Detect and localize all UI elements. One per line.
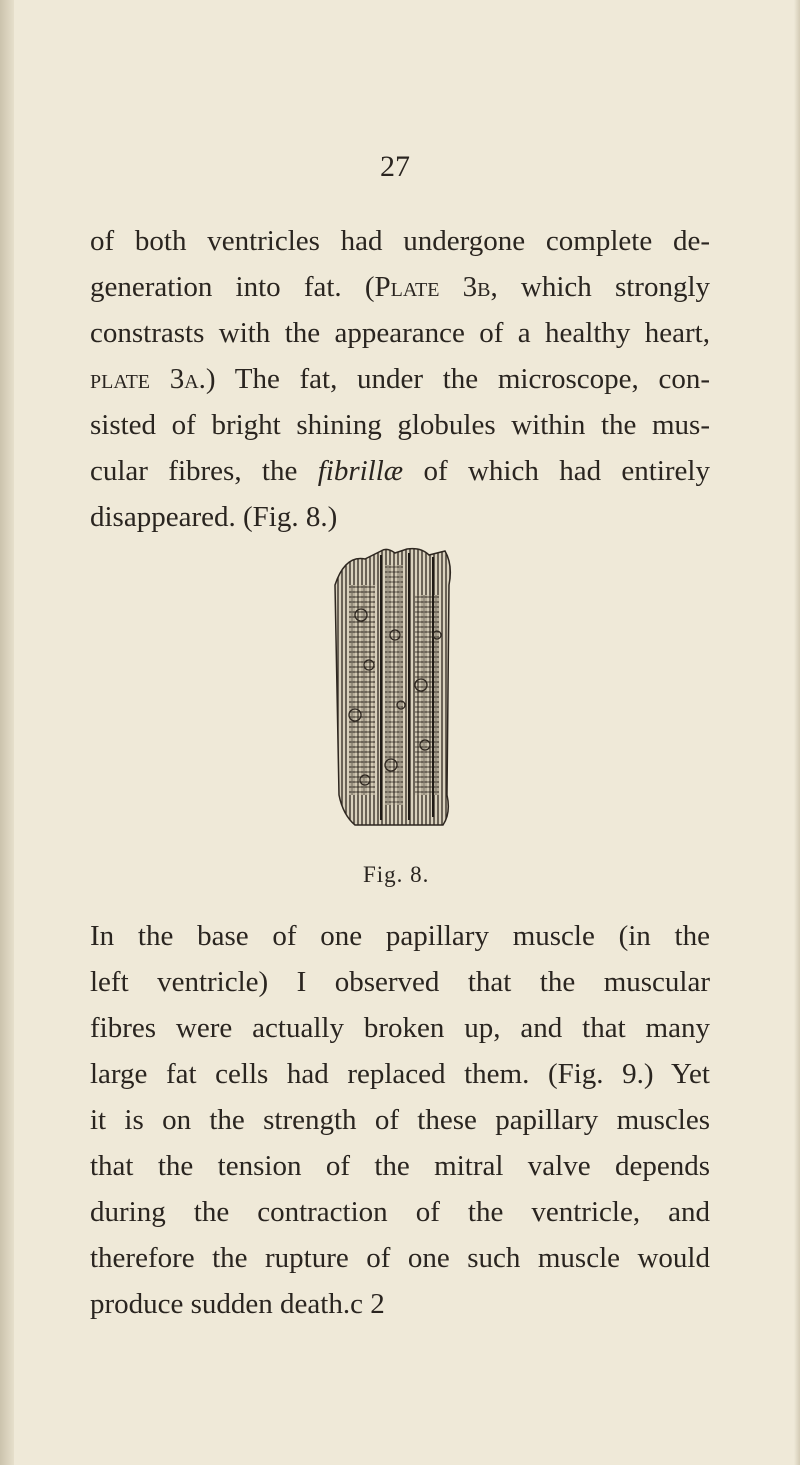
page-number: 27 [380, 150, 410, 183]
text-line: during the contraction of the ventricle, and [90, 1196, 710, 1228]
final-sentence: produce sudden death. [90, 1288, 351, 1320]
text-line: plate 3a.) The fat, under the microscope, con- [90, 363, 711, 395]
text-line: therefore the rupture of one such muscle would [90, 1242, 710, 1274]
text-line: In the base of one papillary muscle (in the [90, 920, 710, 952]
text-line: that the tension of the mitral valve depends [90, 1150, 710, 1182]
text-line: constrasts with the appearance of a healthy heart, [90, 317, 710, 349]
figure-8-illustration [325, 545, 461, 830]
paragraph-1 [90, 218, 710, 540]
text-line: generation into fat. (Plate 3b, which strongly [90, 271, 711, 303]
text-line: it is on the strength of these papillary muscles [90, 1104, 710, 1136]
text-line: left ventricle) I observed that the muscular [90, 966, 710, 998]
page-gutter-right [794, 0, 800, 1465]
text-line: sisted of bright shining globules within the mus- [90, 409, 710, 441]
text-line: disappeared. (Fig. 8.) [90, 501, 338, 533]
text-line: fibres were actually broken up, and that many [90, 1012, 710, 1044]
text-line: large fat cells had replaced them. (Fig. 9.) Yet [90, 1058, 710, 1090]
text-line: cular fibres, the fibrillæ of which had entirely [90, 455, 710, 487]
paragraph-2 [90, 913, 710, 1327]
figure-caption: Fig. 8. [363, 862, 430, 887]
text-line [90, 1281, 710, 1327]
page-gutter-left [0, 0, 14, 1465]
text-line: of both ventricles had undergone complete de- [90, 225, 710, 257]
signature-mark: c 2 [350, 1288, 385, 1320]
